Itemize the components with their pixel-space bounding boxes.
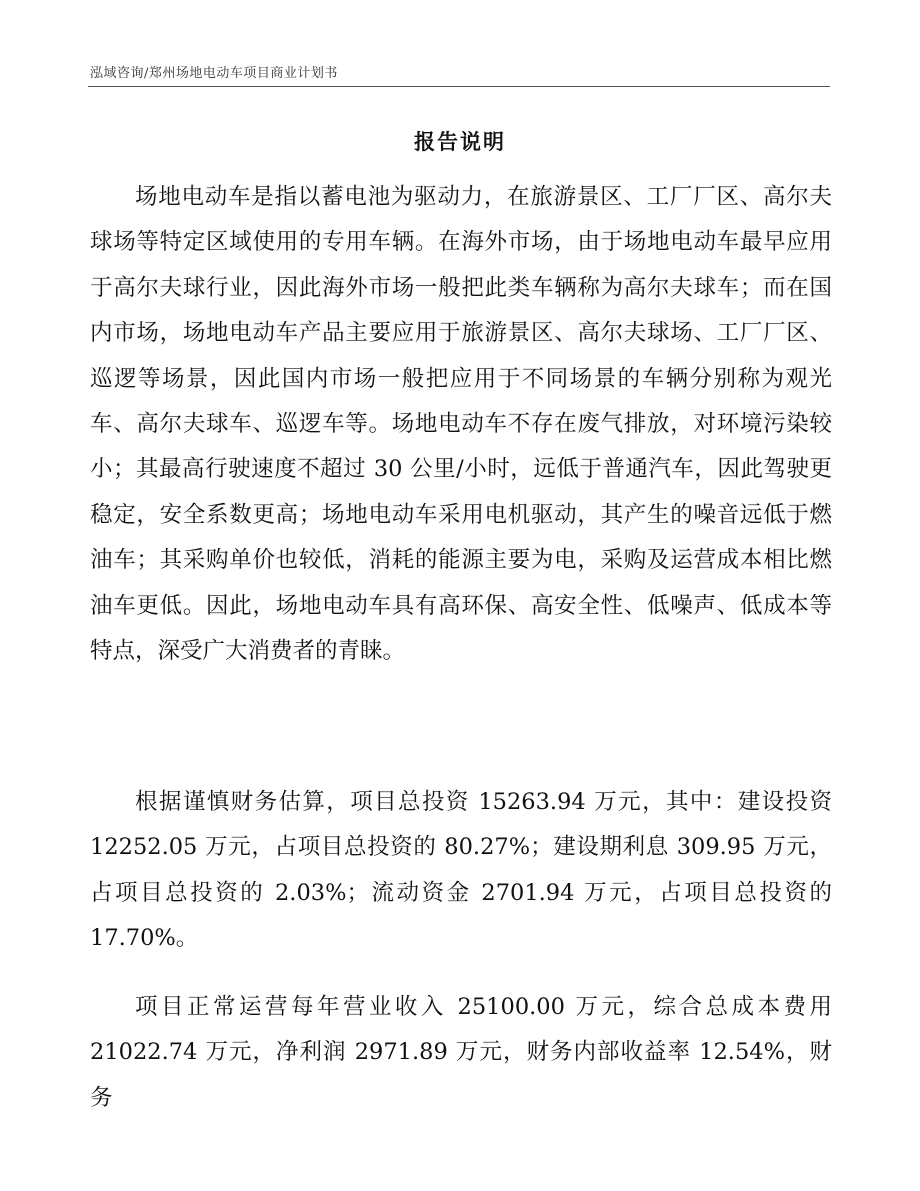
paragraph-investment: [90, 780, 832, 962]
paragraph-intro: [90, 175, 832, 674]
running-header: 泓域咨询/郑州场地电动车项目商业计划书: [90, 66, 338, 81]
header-divider: [88, 86, 830, 87]
paragraph-text: 项目正常运营每年营业收入 25100.00 万元，综合总成本费用 21022.74 万元，净利润 2971.89 万元，财务内部收益率 12.54%，财务: [90, 994, 832, 1111]
paragraph-revenue: [90, 985, 832, 1121]
paragraph-text: 根据谨慎财务估算，项目总投资 15263.94 万元，其中：建设投资 12252.05 万元，占项目总投资的 80.27%；建设期利息 309.95 万元，占项目总投资的 2.03%；流动资金 2701.94 万元，占项目总投资的 17.70%。: [90, 789, 832, 952]
paragraph-text: 场地电动车是指以蓄电池为驱动力，在旅游景区、工厂厂区、高尔夫球场等特定区域使用的专用车辆。在海外市场，由于场地电动车最早应用于高尔夫球行业，因此海外市场一般把此类车辆称为高尔夫球车；而在国内市场，场地电动车产品主要应用于旅游景区、高尔夫球场、工厂厂区、巡逻等场景，因此国内市场一般把应用于不同场景的车辆分别称为观光车、高尔夫球车、巡逻车等。场地电动车不存在废气排放，对环境污染较小；其最高行驶速度不超过 30 公里/小时，远低于普通汽车，因此驾驶更稳定，安全系数更高；场地电动车采用电机驱动，其产生的噪音远低于燃油车；其采购单价也较低，消耗的能源主要为电，采购及运营成本相比燃油车更低。因此，场地电动车具有高环保、高安全性、低噪声、低成本等特点，深受广大消费者的青睐。: [90, 184, 832, 665]
section-title: 报告说明: [414, 129, 506, 154]
